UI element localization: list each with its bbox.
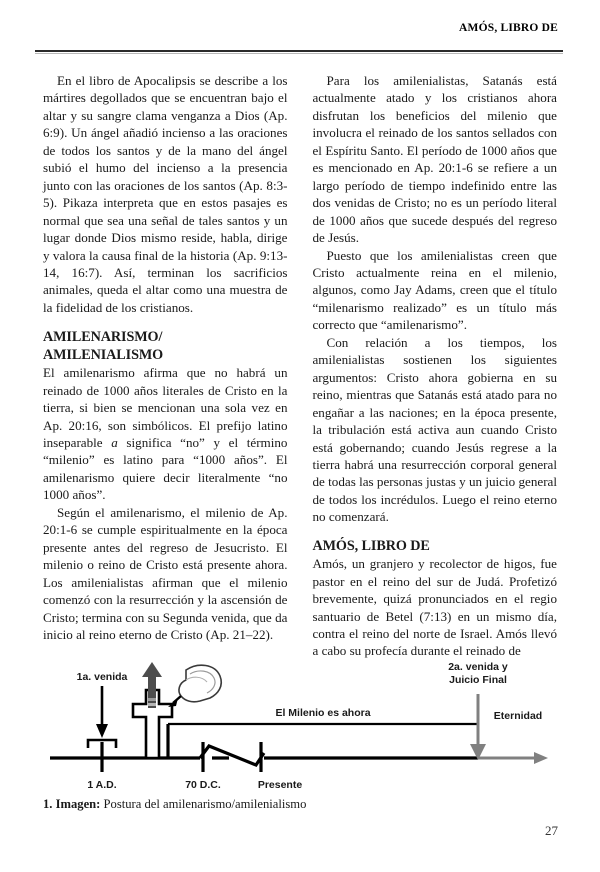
column-right [313,72,558,662]
header-rule-light [35,53,563,54]
italic-prefix-a: a [111,434,118,450]
first-coming-arrow [96,686,108,738]
paragraph-apocalipsis: En el libro de Apocalipsis se describe a los mártires degollados que se encuentran bajo el altar y su sangre clama venganza a Dios (Ap. 6:9). Un ángel añadió incienso a las oraciones de todos los santos y de la mano del ángel subió el humo del incienso a la presencia junto con las oraciones de los santos (Ap. 8:3-5). Pikaza interpreta que en estos pasajes es normal que sea una señal de tales santos y un lugar donde Dios mismo reside, habla, dirige y valora la causa final de la historia (Ap. 9:13-14, 16:7). Así, terminan los sacrificios animales, queda el altar como una muestra de la fidelidad de los cristianos. [43,73,288,315]
entry-heading-amilenarismo [43,329,288,364]
paragraph-satanas-atado: Para los amilenialistas, Satanás está actualmente atado y los cristianos ahora disfrutan los beneficios del milenio que involucra el reinado de los santos sellados con el Espíritu Santo. El período de 1000 años que es mencionado en Ap. 20:1-6 se refiere a un largo período de tiempo indefinido entre las dos venidas de Cristo; no es un período literal de 1000 años que sucede después del regreso de Jesús. [312,73,557,246]
entry-heading-line-2: AMILENIALISMO [43,346,164,363]
column-left [43,72,288,662]
millennium-box [168,724,478,758]
label-second-coming-line1: 2a. venida y [448,661,508,673]
figure-timeline-amillennialism [40,660,560,800]
entry-heading-amos-line-1: AMÓS, LIBRO DE [312,537,430,554]
figure-caption-lead: 1. Imagen: [43,797,101,811]
header-rule-dark [35,50,563,52]
paragraph-argumentos-tiempos: Con relación a los tiempos, los amilenialistas sostienen los siguientes argumentos: Cristo ahora gobierna en su reino, mientras que Satanás está atado para no engañar a las naciones; en la época presente, la tribulación está activa aun cuando Cristo está gobernando; cuando Jesús regrese a la tierra habrá una resurrección corporal general de todas las personas justas y un juicio general de todos los incrédulos. Luego el reino eterno no comenzará. [312,334,557,525]
second-coming-arrow [470,694,486,760]
paragraph-milenarismo-realizado: Puesto que los amilenialistas creen que Cristo actualmente reina en el milenio, algunos, como Jay Adams, creen que el título “milenarismo realizado” es un título más correcto que “amilenarismo”. [312,247,557,333]
label-tick-70dc: 70 D.C. [185,779,221,791]
label-tick-presente: Presente [257,779,303,791]
paragraph-part-post-italic: significa “no” y el término “milenio” es latino para “1000 años”. El amilenarismo quiere decir literalmente “no 1000 años”. [43,434,288,503]
running-head: AMÓS, LIBRO DE [459,22,558,34]
header-rule [35,50,563,54]
paragraph-milenio-espiritual: Según el amilenarismo, el milenio de Ap. 20:1-6 se cumple espiritualmente en la época presente antes del regreso de Jesucristo. El milenio o reino de Cristo está presente ahora. Los amilenialistas afirman que el milenio comenzó con la resurrección y la ascensión de Cristo; termina con su Segunda venida, que da inicio al reino eterno de Cristo (Ap. 21–22). [43,504,288,642]
label-millennium: El Milenio es ahora [275,707,371,719]
label-second-coming-line2: Juicio Final [449,674,507,686]
page-number: 27 [545,823,558,838]
paragraph-amos-introduccion: Amós, un granjero y recolector de higos, fue pastor en el reino del sur de Judá. Profetizó brevemente, quizá pronunciados en el regio santuario de Betel (7:13) en un mismo día, contra el reino del norte de Israel. Amós llevó a cabo su profecía durante el reinado de [312,556,557,659]
body-columns [43,72,557,662]
figure-caption [43,797,558,812]
label-first-coming: 1a. venida [76,671,128,683]
figure-caption-text: Postura del amilenarismo/amilenialismo [100,797,307,811]
paragraph-amilenarismo-definicion [43,364,288,504]
dove-icon [168,665,221,707]
eternity-arrow [478,752,548,764]
paragraph-part-pre-italic: El amilenarismo afirma que no habrá un reinado de 1000 años literales de Cristo en la tierra, si bien se mencionan una sola vez en Ap. 20:16, son simbólicos. El prefijo latino inseparable [43,365,288,450]
label-tick-1ad: 1 A.D. [87,779,117,791]
entry-heading-line-1: AMILENARISMO/ [43,329,163,346]
label-eternity: Eternidad [493,710,543,722]
timeline-break-zigzag [200,746,264,765]
entry-heading-amos [313,538,558,555]
